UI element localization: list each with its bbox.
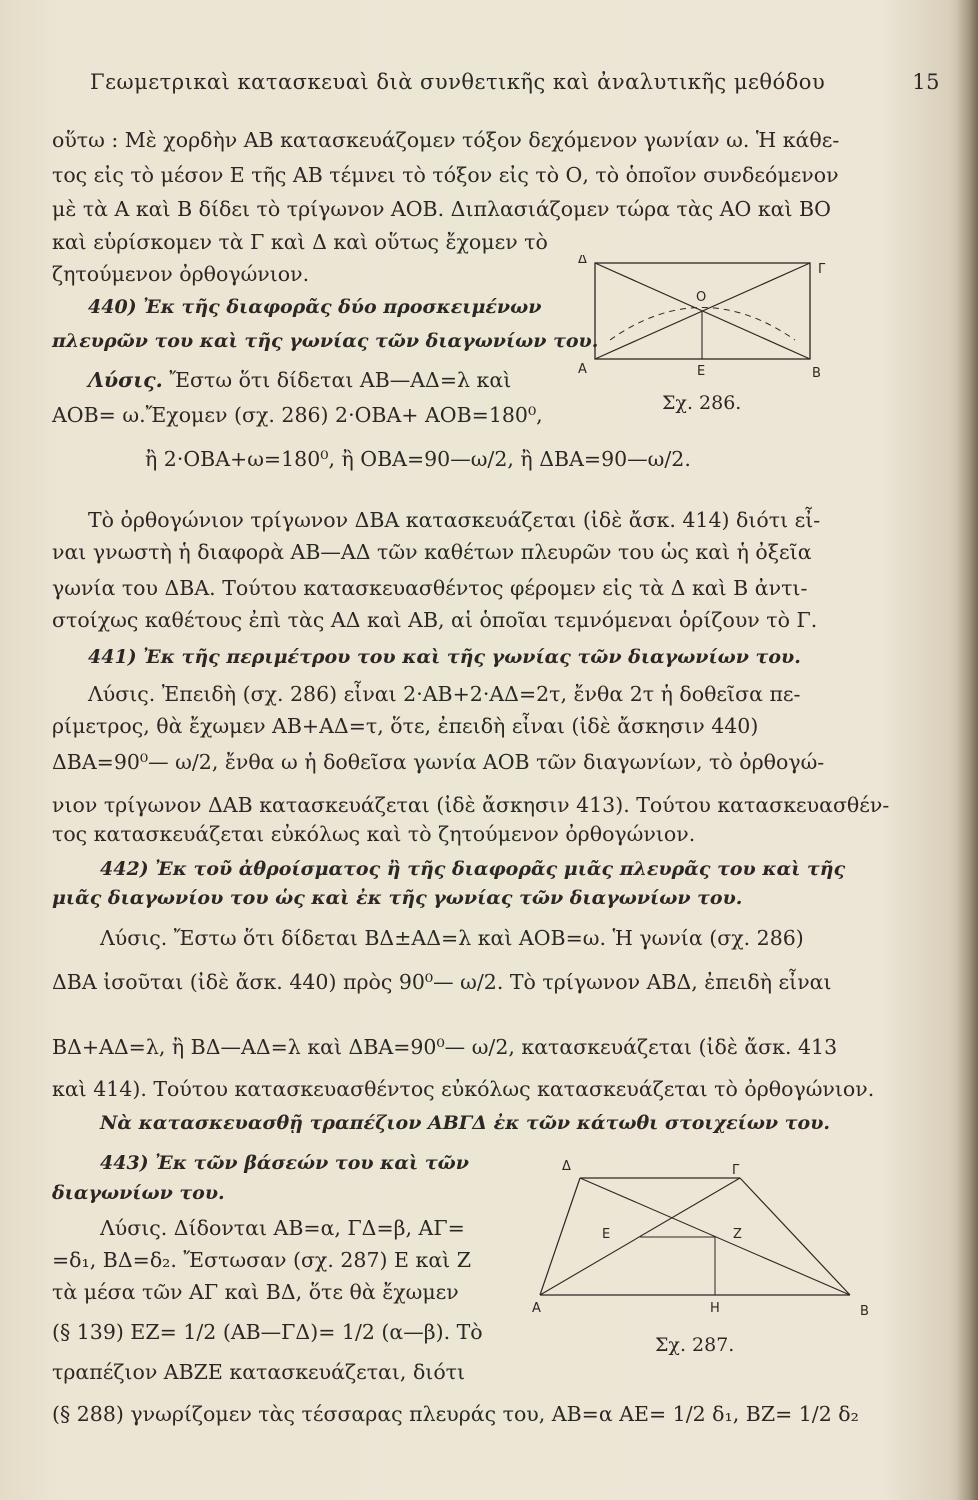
- fig286-label-gamma: Γ: [818, 262, 826, 277]
- page-number: 15: [912, 70, 940, 94]
- exercise-443-title: 443) Ἐκ τῶν βάσεών του καὶ τῶν: [100, 1152, 469, 1174]
- exercise-440-title: 440) Ἐκ τῆς διαφορᾶς δύο προσκειμένων: [88, 296, 542, 318]
- text-line: τος εἰς τὸ μέσον Ε τῆς ΑΒ τέμνει τὸ τόξον εἰς τὸ Ο, τὸ ὁποῖον συνδεόμενον: [52, 163, 839, 187]
- exercise-441-line: ΔΒΑ=90⁰— ω/2, ἔνθα ω ἡ δοθεῖσα γωνία ΑΟΒ τῶν διαγωνίων, τὸ ὀρθογώ-: [52, 750, 825, 774]
- fig286-label-b: Β: [812, 366, 821, 381]
- exercise-442-line: καὶ 414). Τούτου κατασκευασθέντος εὐκόλως κατασκευάζεται τὸ ὀρθογώνιον.: [52, 1077, 875, 1101]
- fig286-label-delta: Δ: [578, 255, 587, 267]
- fig287-label-gamma: Γ: [732, 1163, 740, 1178]
- exercise-440-line: ναι γνωστὴ ἡ διαφορὰ ΑΒ—ΑΔ τῶν καθέτων πλευρῶν του ὡς καὶ ἡ ὀξεῖα: [52, 540, 812, 564]
- exercise-440-line: Τὸ ὀρθογώνιον τρίγωνον ΔΒΑ κατασκευάζεται (ἰδὲ ἄσκ. 414) διότι εἶ-: [88, 508, 821, 532]
- exercise-441-line: ρίμετρος, θὰ ἔχωμεν ΑΒ+ΑΔ=τ, ὅτε, ἐπειδὴ εἶναι (ἰδὲ ἄσκησιν 440): [52, 714, 759, 738]
- exercise-442-line: ΒΔ+ΑΔ=λ, ἢ ΒΔ—ΑΔ=λ καὶ ΔΒΑ=90⁰— ω/2, κατασκευάζεται (ἰδὲ ἄσκ. 413: [52, 1035, 838, 1059]
- exercise-440-line: ΑΟΒ= ω.Ἔχομεν (σχ. 286) 2·ΟΒΑ+ ΑΟΒ=180⁰,: [52, 403, 543, 427]
- exercise-440-line: στοίχως καθέτους ἐπὶ τὰς ΑΔ καὶ ΑΒ, αἱ ὁποῖαι τεμνόμεναι ὁρίζουν τὸ Γ.: [52, 608, 818, 632]
- lysis-label: Λύσις.: [88, 368, 163, 392]
- exercise-443-line: (§ 288) γνωρίζομεν τὰς τέσσαρας πλευράς του, ΑΒ=α ΑΕ= 1/2 δ₁, ΒΖ= 1/2 δ₂: [52, 1402, 859, 1426]
- exercise-440-title-cont: πλευρῶν του καὶ τῆς γωνίας τῶν διαγωνίων του.: [52, 330, 599, 352]
- exercise-441-line: νιον τρίγωνον ΔΑΒ κατασκευάζεται (ἰδὲ ἄσκησιν 413). Τούτου κατασκευασθέν-: [52, 793, 890, 817]
- exercise-442-title-cont: μιᾶς διαγωνίου του ὡς καὶ ἐκ τῆς γωνίας τῶν διαγωνίων του.: [52, 887, 743, 909]
- exercise-443-line: =δ₁, ΒΔ=δ₂. Ἔστωσαν (σχ. 287) Ε καὶ Ζ: [52, 1248, 471, 1272]
- fig286-label-e: Ε: [697, 364, 706, 379]
- page-edge-shadow: [956, 0, 978, 1500]
- running-header: [90, 70, 940, 94]
- figure-286: [570, 255, 840, 385]
- fig287-label-h: Η: [710, 1301, 720, 1316]
- exercise-440-line: ἢ 2·ΟΒΑ+ω=180⁰, ἢ ΟΒΑ=90—ω/2, ἢ ΔΒΑ=90—ω/2.: [145, 447, 691, 471]
- exercise-441-line: Λύσις. Ἐπειδὴ (σχ. 286) εἶναι 2·ΑΒ+2·ΑΔ=2τ, ἔνθα 2τ ἡ δοθεῖσα πε-: [88, 682, 801, 706]
- fig286-label-a: Α: [578, 362, 587, 377]
- exercise-442-title: 442) Ἐκ τοῦ ἀθροίσματος ἢ τῆς διαφορᾶς μιᾶς πλευρᾶς του καὶ τῆς: [100, 858, 846, 880]
- figure-286-caption: Σχ. 286.: [662, 392, 742, 414]
- exercise-441-line: τος κατασκευάζεται εὐκόλως καὶ τὸ ζητούμενον ὀρθογώνιον.: [52, 822, 696, 846]
- text-line: ζητούμενον ὀρθογώνιον.: [52, 262, 310, 286]
- fig286-label-o: Ο: [696, 290, 707, 305]
- text-line: οὕτω : Μὲ χορδὴν ΑΒ κατασκευάζομεν τόξον δεχόμενον γωνίαν ω. Ἡ κάθε-: [52, 128, 840, 152]
- text-line: καὶ εὑρίσκομεν τὰ Γ καὶ Δ καὶ οὕτως ἔχομεν τὸ: [52, 230, 548, 254]
- section-title: Νὰ κατασκευασθῇ τραπέζιον ΑΒΓΔ ἐκ τῶν κάτωθι στοιχείων του.: [100, 1112, 830, 1134]
- exercise-440-line: γωνία του ΔΒΑ. Τούτου κατασκευασθέντος φέρομεν εἰς τὰ Δ καὶ Β ἀντι-: [52, 576, 808, 600]
- fig287-leg-ad: [540, 1178, 580, 1295]
- text-line: μὲ τὰ Α καὶ Β δίδει τὸ τρίγωνον ΑΟΒ. Διπλασιάζομεν τώρα τὰς ΑΟ καὶ ΒΟ: [52, 197, 831, 221]
- header-title: Γεωμετρικαὶ κατασκευαὶ διὰ συνθετικῆς καὶ ἀναλυτικῆς μεθόδου: [90, 70, 826, 94]
- exercise-443-line: τραπέζιον ΑΒΖΕ κατασκευάζεται, διότι: [52, 1360, 466, 1384]
- fig287-label-z: Ζ: [733, 1227, 742, 1242]
- fig287-label-e: Ε: [602, 1227, 611, 1242]
- figure-287: [520, 1150, 870, 1325]
- fig287-label-a: Α: [532, 1301, 541, 1316]
- exercise-443-line: (§ 139) ΕΖ= 1/2 (ΑΒ—ΓΔ)= 1/2 (α—β). Τὸ: [52, 1320, 483, 1344]
- fig287-leg-bg: [740, 1178, 850, 1295]
- fig287-label-delta: Δ: [562, 1159, 571, 1174]
- exercise-443-line: Λύσις. Δίδονται ΑΒ=α, ΓΔ=β, ΑΓ=: [100, 1216, 465, 1240]
- exercise-443-line: τὰ μέσα τῶν ΑΓ καὶ ΒΔ, ὅτε θὰ ἔχωμεν: [52, 1280, 459, 1304]
- figure-287-caption: Σχ. 287.: [655, 1334, 735, 1356]
- exercise-441-title: 441) Ἐκ τῆς περιμέτρου του καὶ τῆς γωνίας τῶν διαγωνίων του.: [88, 646, 801, 668]
- exercise-442-line: Λύσις. Ἔστω ὅτι δίδεται ΒΔ±ΑΔ=λ καὶ ΑΟΒ=ω. Ἡ γωνία (σχ. 286): [100, 926, 804, 950]
- exercise-443-title-cont: διαγωνίων του.: [52, 1182, 225, 1204]
- exercise-442-line: ΔΒΑ ἰσοῦται (ἰδὲ ἄσκ. 440) πρὸς 90⁰— ω/2. Τὸ τρίγωνον ΑΒΔ, ἐπειδὴ εἶναι: [52, 970, 832, 994]
- fig287-label-b: Β: [860, 1304, 869, 1319]
- exercise-440-line: [88, 368, 568, 393]
- exercise-440-given: Ἔστω ὅτι δίδεται ΑΒ—ΑΔ=λ καὶ: [169, 368, 512, 392]
